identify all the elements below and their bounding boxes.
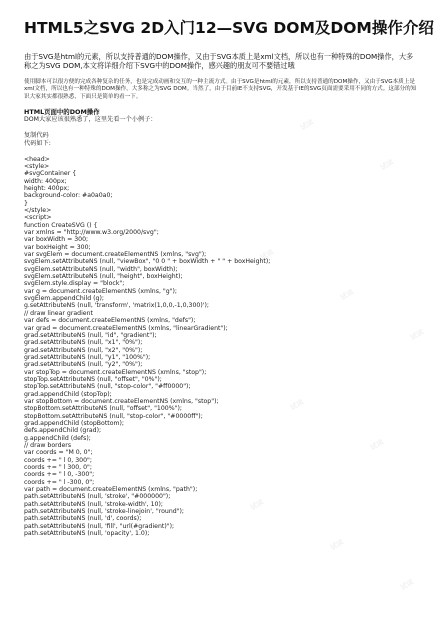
code-line: path.setAttributeNS (null, 'fill', "url(#gradient)"); <box>24 522 175 530</box>
code-line: function CreateSVG () { <box>24 221 98 229</box>
watermark: 试读 <box>378 158 396 172</box>
code-line: svgElem.setAttributeNS (null, "width", boxWidth); <box>24 265 178 273</box>
copy-code-link[interactable]: 复制代码 <box>24 131 49 139</box>
code-line: <head> <box>24 155 50 163</box>
watermark: 试读 <box>248 498 266 512</box>
code-line: var path = document.createElementNS (xmlns, "path"); <box>24 486 198 494</box>
code-line: var grad = document.createElementNS (xmlns, "linearGradient"); <box>24 324 228 332</box>
code-line: coords += " l 0, 300"; <box>24 456 92 464</box>
code-line: <style> <box>24 162 50 170</box>
code-line: stopBottom.setAttributeNS (null, "stop-color", "#0000ff"); <box>24 412 203 420</box>
code-line: grad.setAttributeNS (null, "x2", "0%"); <box>24 346 143 354</box>
watermark: 试读 <box>398 578 416 592</box>
code-line: grad.setAttributeNS (null, "y2", "0%"); <box>24 361 143 369</box>
code-line: svgElem.style.display = "block"; <box>24 280 125 288</box>
code-line: var defs = document.createElementNS (xmlns, "defs"); <box>24 317 196 325</box>
code-line: var g = document.createElementNS (xmlns, "g"); <box>24 287 177 295</box>
watermark: 试读 <box>408 328 426 342</box>
code-line: } <box>24 199 28 207</box>
code-line: var boxHeight = 300; <box>24 243 91 251</box>
code-line: svgElem.setAttributeNS (null, "height", boxHeight); <box>24 273 183 281</box>
code-line: grad.appendChild (stopTop); <box>24 390 112 398</box>
code-line: height: 400px; <box>24 184 70 192</box>
code-line: defs.appendChild (grad); <box>24 427 102 435</box>
body-paragraph: 使用脚本可以很方便的完成各种复杂的任务，也是完成动画和交互的一种主流方式。由于SVG是html的元素，所以支持普通的DOM操作，又由于SVG本质上是xml文档，所以也有一种特殊的DOM操作，大多称之为SVG DOM。当然了，由于目前IE不支持SVG，开发基于IE的SVG页面需要采用不同的方式。这部分的知识大家其实都很熟悉，下面只是简单的看一下。 <box>24 78 417 100</box>
page-title: HTML5之SVG 2D入门12—SVG DOM及DOM操作介绍 <box>24 19 434 37</box>
code-line: var xmlns = "http://www.w3.org/2000/svg"; <box>24 229 159 237</box>
code-label: 代码如下: <box>24 139 51 147</box>
code-line: path.setAttributeNS (null, 'stroke-linejoin', "round"); <box>24 508 185 516</box>
code-line: // draw borders <box>24 442 72 449</box>
code-line: svgElem.setAttributeNS (null, "viewBox", "0 0 " + boxWidth + " " + boxHeight); <box>24 258 271 266</box>
code-line: var svgElem = document.createElementNS (xmlns, "svg"); <box>24 251 207 259</box>
watermark: 试读 <box>298 118 316 132</box>
code-line: grad.appendChild (stopBottom); <box>24 419 125 427</box>
intro-paragraph: 由于SVG是html的元素，所以支持普通的DOM操作，又由于SVG本质上是xml文档，所以也有一种特殊的DOM操作，大多称之为SVG DOM,本文将详细介绍下SVG中的DOM操作，感兴趣的朋友可不要错过哦 <box>24 52 414 71</box>
code-line: // draw linear gradient <box>24 309 93 317</box>
section-intro: DOM大家应该很熟悉了，这里先看一个小例子： <box>24 115 157 123</box>
code-line: var stopTop = document.createElementNS (xmlns, "stop"); <box>24 368 207 376</box>
code-line: var boxWidth = 300; <box>24 236 89 244</box>
code-line: path.setAttributeNS (null, 'stroke-width', 10); <box>24 500 163 508</box>
code-block <box>24 156 420 538</box>
code-line: grad.setAttributeNS (null, "x1", "0%"); <box>24 339 143 347</box>
code-line: grad.setAttributeNS (null, "id", "gradient"); <box>24 331 157 339</box>
watermark: 试读 <box>328 538 346 552</box>
code-line: coords += " l -300, 0"; <box>24 478 95 486</box>
watermark: 试读 <box>288 398 306 412</box>
code-line: coords += " l 300, 0"; <box>24 464 92 472</box>
code-line: coords += " l 0, -300"; <box>24 471 95 479</box>
code-line: g.appendChild (defs); <box>24 434 91 442</box>
watermark: 试读 <box>338 288 356 302</box>
code-line: path.setAttributeNS (null, 'd', coords); <box>24 515 142 523</box>
code-line: g.setAttributeNS (null, 'transform', 'matrix(1,0,0,-1,0,300)'); <box>24 302 209 310</box>
code-line: svgElem.appendChild (g); <box>24 295 104 303</box>
code-line: #svgContainer { <box>24 170 77 178</box>
watermark: 试读 <box>258 248 276 262</box>
document-page <box>24 18 434 538</box>
code-line: stopTop.setAttributeNS (null, "stop-color", "#ff0000"); <box>24 383 191 391</box>
code-line: stopTop.setAttributeNS (null, "offset", "0%"); <box>24 375 162 383</box>
section-heading: HTML页面中的DOM操作 <box>24 107 100 116</box>
code-line: var stopBottom = document.createElementNS (xmlns, "stop"); <box>24 397 219 405</box>
code-line: grad.setAttributeNS (null, "y1", "100%"); <box>24 353 151 361</box>
code-line: var coords = "M 0, 0"; <box>24 449 93 457</box>
code-line: background-color: #a0a0a0; <box>24 192 113 200</box>
code-line: path.setAttributeNS (null, 'opacity', 1.0); <box>24 530 150 538</box>
code-line: width: 400px; <box>24 177 67 185</box>
watermark: 试读 <box>368 438 386 452</box>
code-line: <script> <box>24 214 52 222</box>
code-line: </style> <box>24 207 52 214</box>
code-line: path.setAttributeNS (null, 'stroke', "#000000"); <box>24 493 171 501</box>
code-line: stopBottom.setAttributeNS (null, "offset", "100%"); <box>24 405 182 413</box>
